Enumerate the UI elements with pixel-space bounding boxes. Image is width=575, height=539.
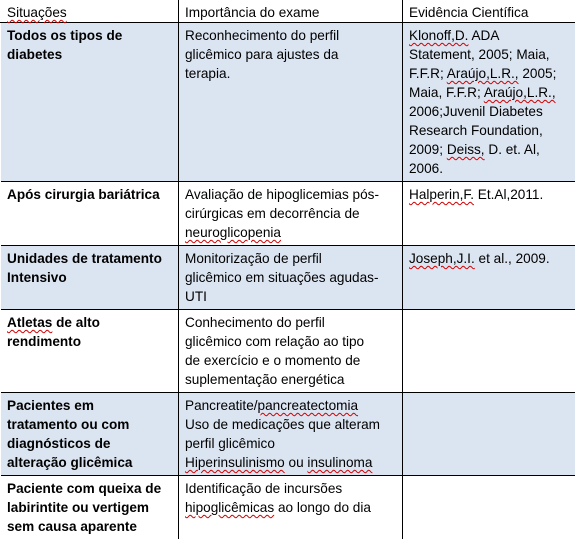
cell-text-line: Uso de medicações que alteram [185,415,396,434]
table-body [1,23,575,539]
cell-text-line: Todos os tipos de [7,26,172,45]
cell-text-line: terapia. [185,64,396,83]
cell-text-line: Conhecimento do perfil [185,313,396,332]
evidence-cell [403,393,575,476]
cell-text-line: Research Foundation, [409,121,569,140]
evidence-cell [403,246,575,310]
cell-text-line: tratamento ou com [7,415,172,434]
cell-text-line: 2006;Juvenil Diabetes [409,102,569,121]
table-row [1,246,575,310]
situation-cell [1,476,179,539]
evidence-cell [403,23,575,182]
table-row [1,23,575,182]
cell-text-line: Statement, 2005; Maia, [409,45,569,64]
importance-cell [179,476,403,539]
cell-text-line: Joseph,J.I. et al., 2009. [409,249,569,268]
cell-text-line: suplementação energética [185,370,396,389]
cell-text-line: Avaliação de hipoglicemias pós- [185,185,396,204]
cell-text-line: Monitorização de perfil [185,249,396,268]
cell-text-line: glicêmico em situações agudas- [185,268,396,287]
cell-text-line: alteração glicêmica [7,453,172,472]
cell-text-line: hipoglicêmicas ao longo do dia [185,498,396,517]
cell-text-line: Intensivo [7,268,172,287]
cell-text-line: de exercício e o momento de [185,351,396,370]
situation-cell [1,393,179,476]
header-scientific-evidence: Evidência Científica [403,0,575,23]
situation-cell [1,310,179,393]
cell-text-line: cirúrgicas em decorrência de [185,204,396,223]
cell-text-line: Pacientes em [7,396,172,415]
situation-cell [1,182,179,246]
table-row [1,476,575,539]
cell-text-line: sem causa aparente [7,517,172,536]
cell-text-line: Unidades de tratamento [7,249,172,268]
table-header-row [1,0,575,23]
table-row [1,393,575,476]
cell-text-line: UTI [185,287,396,306]
cell-text-line: F.F.R; Araújo,L.R., 2005; [409,64,569,83]
cell-text-line: glicêmico para ajustes da [185,45,396,64]
evidence-cell [403,476,575,539]
cell-text-line: glicêmico com relação ao tipo [185,332,396,351]
cell-text-line: neuroglicopenia [185,223,396,242]
cell-text-line: Após cirurgia bariátrica [7,185,172,204]
cell-text-line: rendimento [7,332,172,351]
cell-text-line: diagnósticos de [7,434,172,453]
header-situations: Situações [1,0,179,23]
evidence-cell [403,182,575,246]
table-row [1,310,575,393]
cell-text-line: Maia, F.F.R; Araújo,L.R., [409,83,569,102]
importance-cell [179,182,403,246]
cell-text-line: Hiperinsulinismo ou insulinoma [185,453,396,472]
cell-text-line: 2006. [409,159,569,178]
cell-text-line: diabetes [7,45,172,64]
situation-cell [1,23,179,182]
cell-text-line: Atletas de alto [7,313,172,332]
cell-text-line: 2009; Deiss, D. et. Al, [409,140,569,159]
cell-text-line: Halperin,F. Et.Al,2011. [409,185,569,204]
header-exam-importance: Importância do exame [179,0,403,23]
situation-cell [1,246,179,310]
importance-cell [179,310,403,393]
cell-text-line: perfil glicêmico [185,434,396,453]
cell-text-line: Klonoff,D. ADA [409,26,569,45]
cell-text-line: Reconhecimento do perfil [185,26,396,45]
cell-text-line: Paciente com queixa de [7,479,172,498]
cell-text-line: Identificação de incursões [185,479,396,498]
cell-text-line: labirintite ou vertigem [7,498,172,517]
cell-text-line: Pancreatite/pancreatectomia [185,396,396,415]
importance-cell [179,23,403,182]
importance-cell [179,246,403,310]
table-row [1,182,575,246]
importance-cell [179,393,403,476]
evidence-cell [403,310,575,393]
